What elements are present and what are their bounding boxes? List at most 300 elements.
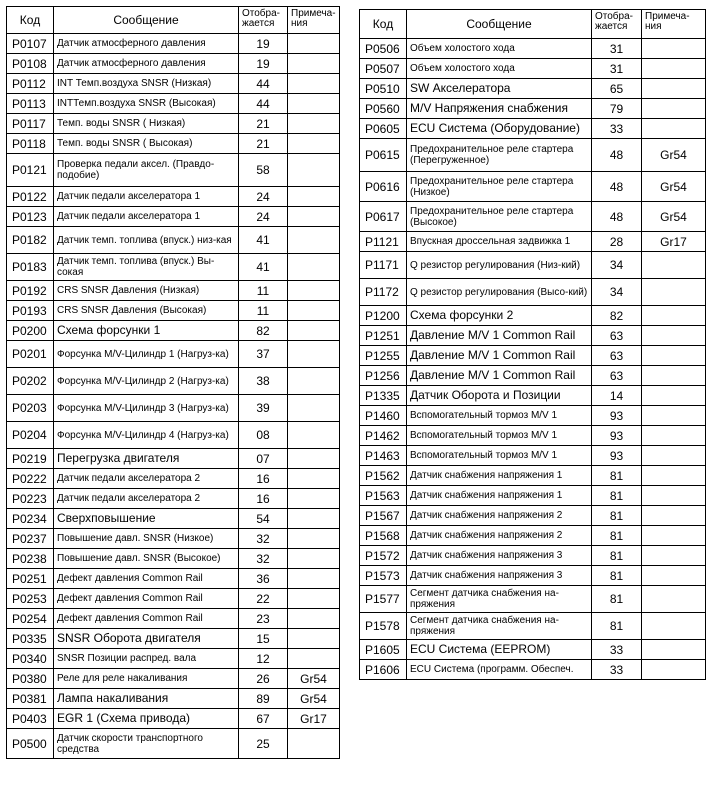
note-cell: Gr54 xyxy=(642,139,706,172)
note-cell: Gr54 xyxy=(642,172,706,202)
display-cell: 26 xyxy=(239,669,288,689)
table-row xyxy=(7,281,340,301)
display-cell: 41 xyxy=(239,254,288,281)
code-cell: P0201 xyxy=(7,341,54,368)
table-row xyxy=(360,660,706,680)
message-cell: SNSR Позиции распред. вала xyxy=(54,649,239,669)
code-cell: P0118 xyxy=(7,134,54,154)
note-cell xyxy=(642,119,706,139)
display-cell: 07 xyxy=(239,449,288,469)
note-cell xyxy=(288,549,340,569)
display-cell: 48 xyxy=(592,172,642,202)
note-cell xyxy=(642,306,706,326)
code-cell: P0121 xyxy=(7,154,54,187)
display-cell: 15 xyxy=(239,629,288,649)
message-cell: Дефект давления Common Rail xyxy=(54,569,239,589)
table-row xyxy=(7,509,340,529)
code-cell: P0123 xyxy=(7,207,54,227)
note-cell xyxy=(642,586,706,613)
message-cell: Датчик педали акселератора 2 xyxy=(54,489,239,509)
code-cell: P0560 xyxy=(360,99,407,119)
code-cell: P0335 xyxy=(7,629,54,649)
table-row xyxy=(7,187,340,207)
message-cell: Объем холостого хода xyxy=(407,59,592,79)
display-cell: 23 xyxy=(239,609,288,629)
message-cell: Вспомогательный тормоз M/V 1 xyxy=(407,446,592,466)
table-row xyxy=(7,301,340,321)
note-cell xyxy=(288,281,340,301)
table-row xyxy=(360,279,706,306)
message-cell: ECU Система (программ. Обеспеч. xyxy=(407,660,592,680)
display-cell: 81 xyxy=(592,613,642,640)
header-note: Примеча-ния xyxy=(642,10,706,39)
display-cell: 93 xyxy=(592,426,642,446)
note-cell xyxy=(288,74,340,94)
message-cell: Датчик темп. топлива (впуск.) низ-кая xyxy=(54,227,239,254)
header-note: Примеча-ния xyxy=(288,7,340,34)
note-cell xyxy=(288,529,340,549)
message-cell: ECU Система (EEPROM) xyxy=(407,640,592,660)
message-cell: Датчик снабжения напряжения 1 xyxy=(407,486,592,506)
note-cell xyxy=(288,589,340,609)
table-row xyxy=(7,529,340,549)
table-row xyxy=(7,395,340,422)
code-cell: P0222 xyxy=(7,469,54,489)
note-cell xyxy=(642,79,706,99)
table-row xyxy=(7,609,340,629)
note-cell xyxy=(288,254,340,281)
code-cell: P0507 xyxy=(360,59,407,79)
note-cell xyxy=(288,569,340,589)
code-cell: P0192 xyxy=(7,281,54,301)
table-row xyxy=(7,469,340,489)
message-cell: Датчик атмосферного давления xyxy=(54,54,239,74)
note-cell xyxy=(288,321,340,341)
note-cell xyxy=(288,227,340,254)
table-header-row xyxy=(360,10,706,39)
table-row xyxy=(7,34,340,54)
table-row xyxy=(360,486,706,506)
display-cell: 28 xyxy=(592,232,642,252)
table-row xyxy=(360,172,706,202)
code-cell: P0340 xyxy=(7,649,54,669)
note-cell: Gr17 xyxy=(288,709,340,729)
message-cell: Датчик скорости транспортного средства xyxy=(54,729,239,759)
table-row xyxy=(7,368,340,395)
message-cell: Давление M/V 1 Common Rail xyxy=(407,326,592,346)
message-cell: Схема форсунки 1 xyxy=(54,321,239,341)
table-row xyxy=(7,94,340,114)
table-row xyxy=(360,426,706,446)
display-cell: 37 xyxy=(239,341,288,368)
code-cell: P1562 xyxy=(360,466,407,486)
message-cell: Предохранительное реле стартера (Низкое) xyxy=(407,172,592,202)
table-row xyxy=(7,589,340,609)
code-cell: P1460 xyxy=(360,406,407,426)
note-cell xyxy=(642,386,706,406)
display-cell: 33 xyxy=(592,660,642,680)
display-cell: 34 xyxy=(592,252,642,279)
message-cell: Схема форсунки 2 xyxy=(407,306,592,326)
display-cell: 93 xyxy=(592,406,642,426)
display-cell: 81 xyxy=(592,466,642,486)
note-cell xyxy=(642,326,706,346)
note-cell xyxy=(288,609,340,629)
display-cell: 21 xyxy=(239,114,288,134)
table-row xyxy=(360,506,706,526)
note-cell xyxy=(288,395,340,422)
note-cell xyxy=(642,526,706,546)
display-cell: 39 xyxy=(239,395,288,422)
message-cell: Форсунка M/V-Цилиндр 2 (Нагруз-ка) xyxy=(54,368,239,395)
table-row xyxy=(7,254,340,281)
display-cell: 79 xyxy=(592,99,642,119)
note-cell: Gr54 xyxy=(642,202,706,232)
message-cell: CRS SNSR Давления (Высокая) xyxy=(54,301,239,321)
message-cell: Темп. воды SNSR ( Высокая) xyxy=(54,134,239,154)
note-cell xyxy=(288,368,340,395)
message-cell: Датчик педали акселератора 1 xyxy=(54,187,239,207)
message-cell: EGR 1 (Схема привода) xyxy=(54,709,239,729)
table-body-right xyxy=(360,39,706,680)
code-cell: P0202 xyxy=(7,368,54,395)
table-row xyxy=(7,114,340,134)
message-cell: Сегмент датчика снабжения на-пряжения xyxy=(407,613,592,640)
table-row xyxy=(7,227,340,254)
message-cell: Датчик снабжения напряжения 3 xyxy=(407,566,592,586)
note-cell xyxy=(288,629,340,649)
message-cell: Впускная дроссельная задвижка 1 xyxy=(407,232,592,252)
display-cell: 44 xyxy=(239,74,288,94)
code-cell: P0107 xyxy=(7,34,54,54)
message-cell: Форсунка M/V-Цилиндр 1 (Нагруз-ка) xyxy=(54,341,239,368)
display-cell: 81 xyxy=(592,546,642,566)
table-row xyxy=(7,689,340,709)
message-cell: Датчик снабжения напряжения 2 xyxy=(407,526,592,546)
table-row xyxy=(360,406,706,426)
display-cell: 65 xyxy=(592,79,642,99)
note-cell xyxy=(288,187,340,207)
header-code: Код xyxy=(7,7,54,34)
note-cell xyxy=(642,546,706,566)
code-cell: P0234 xyxy=(7,509,54,529)
message-cell: Датчик атмосферного давления xyxy=(54,34,239,54)
message-cell: Дефект давления Common Rail xyxy=(54,609,239,629)
code-cell: P0510 xyxy=(360,79,407,99)
message-cell: Сверхповышение xyxy=(54,509,239,529)
table-row xyxy=(7,569,340,589)
note-cell xyxy=(642,346,706,366)
code-cell: P0380 xyxy=(7,669,54,689)
code-cell: P1255 xyxy=(360,346,407,366)
code-cell: P0237 xyxy=(7,529,54,549)
message-cell: Давление M/V 1 Common Rail xyxy=(407,346,592,366)
display-cell: 16 xyxy=(239,469,288,489)
table-row xyxy=(360,346,706,366)
display-cell: 82 xyxy=(592,306,642,326)
code-cell: P1335 xyxy=(360,386,407,406)
table-row xyxy=(360,59,706,79)
note-cell xyxy=(288,114,340,134)
note-cell xyxy=(288,54,340,74)
display-cell: 81 xyxy=(592,486,642,506)
note-cell xyxy=(642,279,706,306)
message-cell: Датчик снабжения напряжения 2 xyxy=(407,506,592,526)
display-cell: 81 xyxy=(592,566,642,586)
note-cell xyxy=(288,489,340,509)
code-cell: P1578 xyxy=(360,613,407,640)
note-cell xyxy=(642,99,706,119)
display-cell: 33 xyxy=(592,119,642,139)
code-cell: P1462 xyxy=(360,426,407,446)
table-row xyxy=(360,526,706,546)
note-cell xyxy=(288,34,340,54)
message-cell: ECU Система (Оборудование) xyxy=(407,119,592,139)
code-cell: P0193 xyxy=(7,301,54,321)
message-cell: CRS SNSR Давления (Низкая) xyxy=(54,281,239,301)
table-row xyxy=(360,640,706,660)
note-cell: Gr54 xyxy=(288,669,340,689)
code-cell: P0506 xyxy=(360,39,407,59)
display-cell: 32 xyxy=(239,529,288,549)
code-cell: P1606 xyxy=(360,660,407,680)
message-cell: Предохранительное реле стартера (Перегруженное) xyxy=(407,139,592,172)
display-cell: 48 xyxy=(592,139,642,172)
table-row xyxy=(7,341,340,368)
table-row xyxy=(360,252,706,279)
message-cell: Темп. воды SNSR ( Низкая) xyxy=(54,114,239,134)
table-row xyxy=(7,649,340,669)
code-cell: P0615 xyxy=(360,139,407,172)
table-row xyxy=(7,489,340,509)
table-row xyxy=(360,202,706,232)
code-cell: P0113 xyxy=(7,94,54,114)
message-cell: INT Темп.воздуха SNSR (Низкая) xyxy=(54,74,239,94)
code-cell: P0254 xyxy=(7,609,54,629)
display-cell: 14 xyxy=(592,386,642,406)
note-cell xyxy=(288,509,340,529)
display-cell: 25 xyxy=(239,729,288,759)
table-row xyxy=(360,79,706,99)
message-cell: Датчик Оборота и Позиции xyxy=(407,386,592,406)
note-cell xyxy=(288,134,340,154)
code-cell: P0219 xyxy=(7,449,54,469)
code-cell: P0253 xyxy=(7,589,54,609)
display-cell: 44 xyxy=(239,94,288,114)
table-row xyxy=(7,709,340,729)
message-cell: Дефект давления Common Rail xyxy=(54,589,239,609)
message-cell: SNSR Оборота двигателя xyxy=(54,629,239,649)
code-cell: P0108 xyxy=(7,54,54,74)
display-cell: 89 xyxy=(239,689,288,709)
display-cell: 63 xyxy=(592,366,642,386)
display-cell: 38 xyxy=(239,368,288,395)
table-row xyxy=(360,546,706,566)
message-cell: Давление M/V 1 Common Rail xyxy=(407,366,592,386)
message-cell: Q резистор регулирования (Высо-кий) xyxy=(407,279,592,306)
note-cell xyxy=(642,486,706,506)
code-cell: P1568 xyxy=(360,526,407,546)
code-cell: P1567 xyxy=(360,506,407,526)
display-cell: 08 xyxy=(239,422,288,449)
note-cell xyxy=(288,94,340,114)
note-cell xyxy=(642,640,706,660)
display-cell: 81 xyxy=(592,526,642,546)
note-cell xyxy=(288,469,340,489)
code-cell: P1256 xyxy=(360,366,407,386)
display-cell: 63 xyxy=(592,326,642,346)
table-row xyxy=(7,154,340,187)
display-cell: 48 xyxy=(592,202,642,232)
header-message: Сообщение xyxy=(407,10,592,39)
message-cell: Вспомогательный тормоз M/V 1 xyxy=(407,406,592,426)
message-cell: Повышение давл. SNSR (Высокое) xyxy=(54,549,239,569)
table-body-left xyxy=(7,34,340,759)
display-cell: 54 xyxy=(239,509,288,529)
note-cell xyxy=(642,406,706,426)
note-cell: Gr17 xyxy=(642,232,706,252)
message-cell: Предохранительное реле стартера (Высокое) xyxy=(407,202,592,232)
display-cell: 32 xyxy=(239,549,288,569)
code-cell: P0616 xyxy=(360,172,407,202)
message-cell: Датчик педали акселератора 1 xyxy=(54,207,239,227)
message-cell: Вспомогательный тормоз M/V 1 xyxy=(407,426,592,446)
code-cell: P1605 xyxy=(360,640,407,660)
message-cell: Проверка педали аксел. (Правдо-подобие) xyxy=(54,154,239,187)
note-cell xyxy=(642,59,706,79)
table-row xyxy=(360,232,706,252)
table-row xyxy=(360,326,706,346)
code-cell: P1577 xyxy=(360,586,407,613)
display-cell: 31 xyxy=(592,39,642,59)
note-cell xyxy=(642,252,706,279)
display-cell: 82 xyxy=(239,321,288,341)
table-row xyxy=(7,549,340,569)
code-cell: P0403 xyxy=(7,709,54,729)
message-cell: Форсунка M/V-Цилиндр 4 (Нагруз-ка) xyxy=(54,422,239,449)
display-cell: 81 xyxy=(592,586,642,613)
message-cell: Объем холостого хода xyxy=(407,39,592,59)
table-row xyxy=(7,422,340,449)
code-cell: P0381 xyxy=(7,689,54,709)
code-cell: P0605 xyxy=(360,119,407,139)
display-cell: 24 xyxy=(239,207,288,227)
note-cell xyxy=(288,422,340,449)
display-cell: 21 xyxy=(239,134,288,154)
table-row xyxy=(360,39,706,59)
code-cell: P0204 xyxy=(7,422,54,449)
display-cell: 19 xyxy=(239,34,288,54)
table-row xyxy=(360,566,706,586)
code-cell: P0122 xyxy=(7,187,54,207)
code-cell: P0617 xyxy=(360,202,407,232)
message-cell: Перегрузка двигателя xyxy=(54,449,239,469)
table-row xyxy=(7,134,340,154)
display-cell: 31 xyxy=(592,59,642,79)
message-cell: Лампа накаливания xyxy=(54,689,239,709)
code-cell: P0200 xyxy=(7,321,54,341)
display-cell: 33 xyxy=(592,640,642,660)
table-row xyxy=(7,54,340,74)
code-cell: P0182 xyxy=(7,227,54,254)
display-cell: 36 xyxy=(239,569,288,589)
code-cell: P1200 xyxy=(360,306,407,326)
message-cell: Повышение давл. SNSR (Низкое) xyxy=(54,529,239,549)
note-cell xyxy=(288,301,340,321)
header-code: Код xyxy=(360,10,407,39)
display-cell: 19 xyxy=(239,54,288,74)
code-cell: P1563 xyxy=(360,486,407,506)
code-cell: P1251 xyxy=(360,326,407,346)
note-cell xyxy=(288,449,340,469)
code-cell: P0500 xyxy=(7,729,54,759)
table-row xyxy=(360,466,706,486)
code-cell: P0183 xyxy=(7,254,54,281)
code-cell: P0223 xyxy=(7,489,54,509)
display-cell: 93 xyxy=(592,446,642,466)
table-row xyxy=(7,729,340,759)
note-cell: Gr54 xyxy=(288,689,340,709)
display-cell: 41 xyxy=(239,227,288,254)
header-display: Отобра-жается xyxy=(592,10,642,39)
code-cell: P0203 xyxy=(7,395,54,422)
code-cell: P1573 xyxy=(360,566,407,586)
display-cell: 11 xyxy=(239,281,288,301)
message-cell: Форсунка M/V-Цилиндр 3 (Нагруз-ка) xyxy=(54,395,239,422)
code-cell: P0251 xyxy=(7,569,54,589)
code-cell: P1172 xyxy=(360,279,407,306)
note-cell xyxy=(642,366,706,386)
display-cell: 67 xyxy=(239,709,288,729)
message-cell: SW Акселератора xyxy=(407,79,592,99)
message-cell: Датчик темп. топлива (впуск.) Вы-сокая xyxy=(54,254,239,281)
display-cell: 16 xyxy=(239,489,288,509)
note-cell xyxy=(288,649,340,669)
note-cell xyxy=(642,39,706,59)
display-cell: 81 xyxy=(592,506,642,526)
table-row xyxy=(7,321,340,341)
display-cell: 34 xyxy=(592,279,642,306)
note-cell xyxy=(288,729,340,759)
header-display: Отобра-жается xyxy=(239,7,288,34)
display-cell: 63 xyxy=(592,346,642,366)
note-cell xyxy=(288,154,340,187)
table-row xyxy=(7,669,340,689)
note-cell xyxy=(642,660,706,680)
display-cell: 24 xyxy=(239,187,288,207)
table-row xyxy=(360,446,706,466)
code-cell: P1572 xyxy=(360,546,407,566)
table-header-row xyxy=(7,7,340,34)
message-cell: INTТемп.воздуха SNSR (Высокая) xyxy=(54,94,239,114)
table-row xyxy=(360,119,706,139)
table-row xyxy=(7,629,340,649)
display-cell: 58 xyxy=(239,154,288,187)
code-cell: P1463 xyxy=(360,446,407,466)
message-cell: Датчик педали акселератора 2 xyxy=(54,469,239,489)
display-cell: 12 xyxy=(239,649,288,669)
code-cell: P1171 xyxy=(360,252,407,279)
table-row xyxy=(360,586,706,613)
note-cell xyxy=(642,613,706,640)
message-cell: Датчик снабжения напряжения 1 xyxy=(407,466,592,486)
code-cell: P0117 xyxy=(7,114,54,134)
note-cell xyxy=(642,566,706,586)
table-row xyxy=(360,99,706,119)
note-cell xyxy=(642,506,706,526)
table-row xyxy=(360,306,706,326)
table-row xyxy=(360,139,706,172)
